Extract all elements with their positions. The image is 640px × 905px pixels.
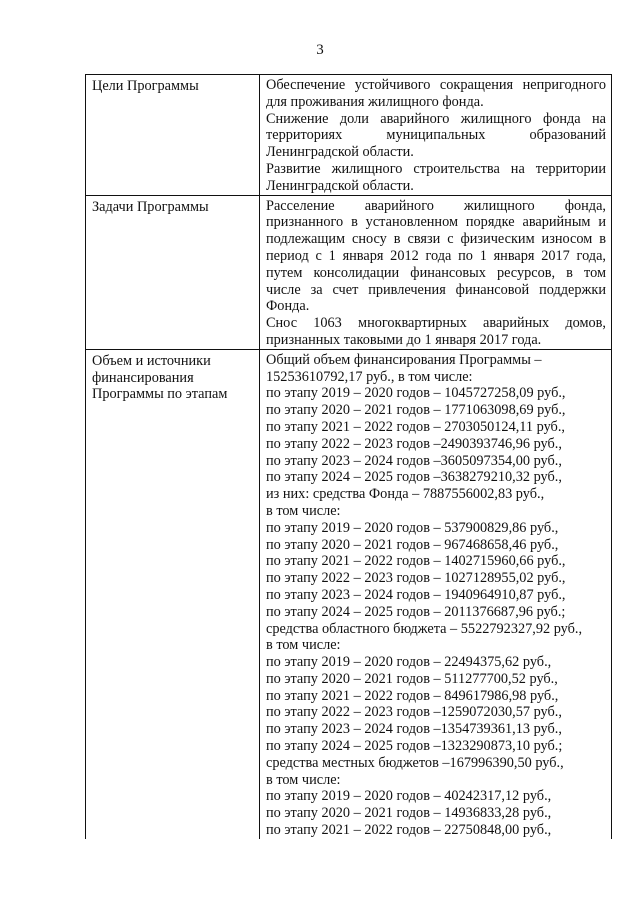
- goals-label: Цели Программы: [86, 75, 260, 196]
- financing-label: Объем и источники финансирования Программы по этапам: [86, 349, 260, 839]
- table-row-tasks: [86, 195, 612, 349]
- financing-line: по этапу 2020 – 2021 годов – 14936833,28 руб.,: [266, 805, 552, 822]
- financing-line: из них: средства Фонда – 7887556002,83 руб.,: [266, 486, 545, 503]
- financing-line: по этапу 2022 – 2023 годов –1259072030,57 руб.,: [266, 704, 562, 721]
- table-row-financing: [86, 349, 612, 839]
- financing-line: Общий объем финансирования Программы –: [266, 351, 542, 368]
- financing-line: в том числе:: [266, 771, 341, 788]
- financing-line: по этапу 2024 – 2025 годов –1323290873,10 руб.;: [266, 738, 563, 755]
- financing-line: по этапу 2023 – 2024 годов –3605097354,00 руб.,: [266, 452, 562, 469]
- financing-line: по этапу 2024 – 2025 годов – 2011376687,96 руб.;: [266, 603, 566, 620]
- financing-line: по этапу 2019 – 2020 годов – 40242317,12 руб.,: [266, 788, 552, 805]
- financing-content: [260, 349, 612, 839]
- financing-line: в том числе:: [266, 637, 341, 654]
- goals-paragraph: Развитие жилищного строительства на территории Ленинградской области.: [266, 160, 606, 194]
- tasks-paragraph: Расселение аварийного жилищного фонда, признанного в установленном порядке аварийным и подлежащим сносу в связи с физическим износом в период с 1 января 2012 года по 1 января 2017 года, путем консолидации финансовых ресурсов, в том числе за счет привлечения финансовой поддержки Фонда.: [266, 197, 606, 315]
- goals-paragraph: Снижение доли аварийного жилищного фонда на территориях муниципальных образований Ленинградской области.: [266, 110, 606, 161]
- financing-line: средства областного бюджета – 5522792327,92 руб.,: [266, 620, 583, 637]
- financing-line: по этапу 2020 – 2021 годов – 1771063098,69 руб.,: [266, 402, 566, 419]
- tasks-label: Задачи Программы: [86, 195, 260, 349]
- page-number: 3: [316, 42, 324, 58]
- financing-line: по этапу 2019 – 2020 годов – 1045727258,09 руб.,: [266, 385, 566, 402]
- table-row-goals: [86, 75, 612, 196]
- financing-line: по этапу 2022 – 2023 годов – 1027128955,02 руб.,: [266, 570, 566, 587]
- financing-line: по этапу 2020 – 2021 годов – 511277700,52 руб.,: [266, 670, 558, 687]
- financing-line: по этапу 2022 – 2023 годов –2490393746,96 руб.,: [266, 435, 562, 452]
- financing-line: по этапу 2021 – 2022 годов – 2703050124,11 руб.,: [266, 418, 565, 435]
- financing-line: в том числе:: [266, 502, 341, 519]
- goals-content: [260, 75, 612, 196]
- financing-line: по этапу 2023 – 2024 годов –1354739361,13 руб.,: [266, 721, 562, 738]
- program-passport-table: [85, 74, 612, 839]
- financing-line: по этапу 2019 – 2020 годов – 22494375,62 руб.,: [266, 654, 552, 671]
- tasks-content: [260, 195, 612, 349]
- tasks-paragraph: Снос 1063 многоквартирных аварийных домов, признанных таковыми до 1 января 2017 года.: [266, 315, 606, 348]
- financing-line: по этапу 2021 – 2022 годов – 22750848,00 руб.,: [266, 822, 552, 839]
- goals-paragraph: Обеспечение устойчивого сокращения непригодного для проживания жилищного фонда.: [266, 77, 606, 110]
- financing-line: 15253610792,17 руб., в том числе:: [266, 368, 473, 385]
- financing-line: средства местных бюджетов –167996390,50 руб.,: [266, 754, 564, 771]
- financing-line: по этапу 2021 – 2022 годов – 1402715960,66 руб.,: [266, 553, 566, 570]
- financing-line: по этапу 2023 – 2024 годов – 1940964910,87 руб.,: [266, 586, 566, 603]
- financing-line: по этапу 2020 – 2021 годов – 967468658,46 руб.,: [266, 536, 559, 553]
- financing-line: по этапу 2019 – 2020 годов – 537900829,86 руб.,: [266, 519, 559, 536]
- financing-line: по этапу 2021 – 2022 годов – 849617986,98 руб.,: [266, 687, 559, 704]
- financing-line: по этапу 2024 – 2025 годов –3638279210,32 руб.,: [266, 469, 562, 486]
